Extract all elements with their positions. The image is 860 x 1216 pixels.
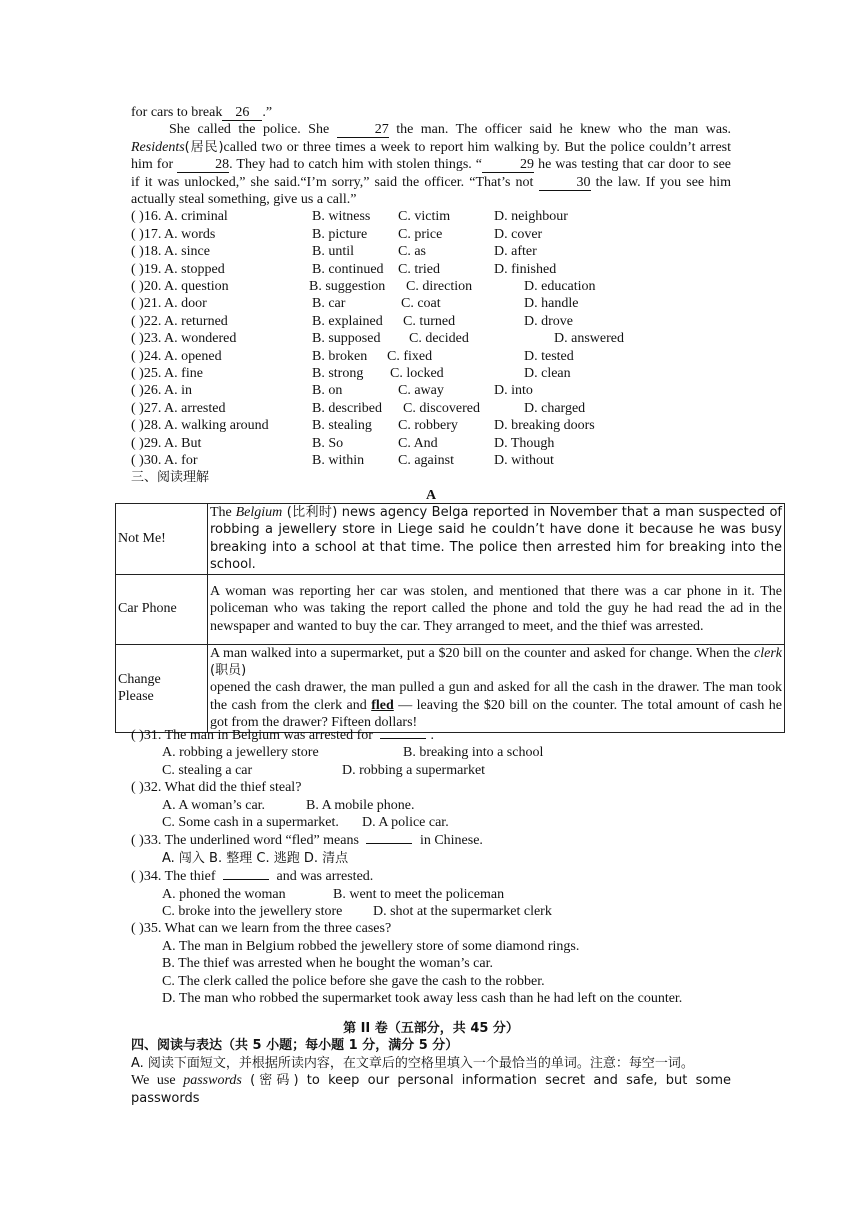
option-b: B. strong — [312, 365, 364, 381]
option-num: ( )21. A. door — [131, 296, 207, 312]
table-row — [116, 504, 785, 575]
option-b: B. broken — [312, 348, 368, 364]
answer-blank — [223, 867, 269, 880]
blank-29: 29 — [482, 158, 534, 173]
option-d: D. after — [494, 244, 537, 260]
table-row — [116, 574, 785, 644]
option-b: B. explained — [312, 313, 383, 329]
option-c: C. price — [398, 226, 443, 242]
case-label: Not Me! — [116, 504, 208, 575]
option-b: B. continued — [312, 261, 384, 277]
section-3-heading: 三、阅读理解 — [131, 470, 210, 486]
option-b: B. witness — [312, 209, 371, 225]
option-num: ( )22. A. returned — [131, 313, 228, 329]
option-c: C. robbery — [398, 418, 458, 434]
option-num: ( )20. A. question — [131, 279, 229, 294]
case-text: A man walked into a supermarket, put a $20 bill on the counter and asked for change. When the clerk (职员) opened the cash drawer, the man pulled a gun and asked for all the cash in the drawer. The man took the cash from the clerk and fled — leaving the $20 bill on the counter. The total amount of cash he got from the drawer? Fifteen dollars! — [208, 644, 785, 732]
part-2-title: 第 II 卷（五部分，共 45 分） — [343, 1021, 519, 1036]
passage-letter: A — [425, 487, 437, 503]
option-d: D. into — [494, 383, 533, 399]
section-4-instruction: A. 阅读下面短文，并根据所读内容，在文章后的空格里填入一个最恰当的单词。注意：每空一词。 — [131, 1055, 694, 1071]
option-d: D. tested — [524, 348, 574, 364]
option-d: D. without — [494, 452, 554, 468]
option-d: D. Though — [494, 435, 555, 451]
option-d: D. education — [524, 279, 596, 294]
option-row — [131, 400, 731, 417]
option-row — [131, 313, 731, 330]
option-c: C. discovered — [403, 400, 480, 416]
option-num: ( )25. A. fine — [131, 365, 203, 381]
option-c: C. direction — [406, 279, 473, 294]
option-num: ( )27. A. arrested — [131, 400, 226, 416]
option-num: ( )24. A. opened — [131, 348, 222, 364]
option-row — [131, 365, 731, 382]
answer-blank — [366, 831, 412, 844]
option-b: B. suggestion — [309, 279, 386, 294]
option-d: D. cover — [494, 226, 543, 242]
answer-blank — [380, 726, 426, 739]
option-b: B. within — [312, 452, 365, 468]
option-c: C. as — [398, 244, 426, 260]
option-b: B. stealing — [312, 418, 372, 434]
reading-questions: ( )31. The man in Belgium was arrested for . A. robbing a jewellery store B. breaking into a school C. stealing a car D. robbing a supermarket ( )32. What did the thief steal? A. A woman’s car. B. A mobile phone. C. Some cash in a supermarket. D. A police car. ( )33. The underlined word “fled” means in Chinese. A. 闯入 B. 整理 C. 逃跑 D. 清点 ( )34. The thief and was arrested. A. phoned the woman B. went to meet the policeman C. broke into the jewellery store D. shot at the supermarket clerk ( )35. What can we learn from the three cases? A. The man in Belgium robbed the jewellery store of some diamond rings. B. The thief was arrested when he bought the woman’s car. C. The clerk called the police before she gave the cash to the robber. D. The man who robbed the supermarket took away less cash than he had left on the counter. — [131, 726, 751, 1007]
option-row — [131, 278, 731, 295]
blank-26: 26 — [222, 106, 262, 121]
option-d: D. drove — [524, 313, 573, 329]
option-c: C. locked — [390, 365, 444, 381]
option-c: C. coat — [401, 296, 441, 312]
option-d: D. charged — [524, 400, 586, 416]
option-b: B. described — [312, 400, 382, 416]
question-34: ( )34. The thief and was arrested. — [131, 869, 374, 885]
option-row — [131, 295, 731, 312]
option-c: C. against — [398, 452, 454, 468]
option-num: ( )29. A. But — [131, 435, 202, 451]
section-4-heading: 四、阅读与表达（共 5 小题；每小题 1 分，满分 5 分） — [131, 1038, 459, 1054]
passage-first-line: We use passwords (密码) to keep our personal information secret and safe, but some passwords — [131, 1073, 732, 1106]
fled-word: fled — [371, 697, 394, 713]
blank-30: 30 — [539, 176, 591, 191]
option-num: ( )26. A. in — [131, 383, 193, 399]
option-row — [131, 243, 731, 260]
cases-table — [115, 503, 785, 733]
question-32: ( )32. What did the thief steal? — [131, 780, 302, 796]
case-label: Car Phone — [116, 574, 208, 644]
option-c: C. fixed — [387, 348, 433, 364]
option-c: C. decided — [409, 331, 469, 347]
question-33-options: A. 闯入 B. 整理 C. 逃跑 D. 清点 — [162, 850, 349, 866]
option-num: ( )19. A. stopped — [131, 261, 225, 277]
question-35: ( )35. What can we learn from the three cases? — [131, 921, 392, 937]
cloze-paragraph-2: She called the police. She 27 the man. The officer said he knew who the man was. Residents(居民)called two or three times a week to report him walking by. But the police couldn’t arrest him for 28. They had to catch him with stolen things. “ 29 he was testing that car door to see if it was unlocked,” she said.“I’m sorry,” said the officer. “That’s not 30 the law. If you see him actually steal something, give us a call.” — [131, 122, 732, 208]
cloze-passage — [131, 104, 731, 504]
option-row — [131, 261, 731, 278]
table-row — [116, 644, 785, 732]
option-d: D. answered — [554, 331, 624, 347]
option-c: C. And — [398, 435, 438, 451]
option-row — [131, 452, 731, 469]
option-b: B. supposed — [312, 331, 381, 347]
option-b: B. car — [312, 296, 346, 312]
case-text: The Belgium (比利时) news agency Belga reported in November that a man suspected of robbing a jewellery store in Liege said he couldn’t have done it because he was busy breaking into a school at that time. The police then arrested him for breaking into the school. — [208, 504, 785, 575]
option-b: B. on — [312, 383, 343, 399]
option-d: D. neighbour — [494, 209, 568, 225]
option-c: C. victim — [398, 209, 451, 225]
option-num: ( )17. A. words — [131, 226, 216, 242]
case-text: A woman was reporting her car was stolen, and mentioned that there was a car phone in it. The policeman who was taking the report called the phone and told the guy he had read the ad in the newspaper and wanted to buy the car. They arranged to meet, and the thief was arrested. — [208, 574, 785, 644]
option-row — [131, 348, 731, 365]
part-2 — [131, 1020, 731, 1107]
option-c: C. tried — [398, 261, 440, 277]
option-row — [131, 417, 731, 434]
option-row — [131, 330, 731, 347]
option-num: ( )23. A. wondered — [131, 331, 237, 347]
option-row — [131, 382, 731, 399]
option-row — [131, 435, 731, 452]
blank-27: 27 — [337, 123, 389, 138]
option-row — [131, 208, 731, 225]
option-num: ( )18. A. since — [131, 244, 210, 260]
question-33: ( )33. The underlined word “fled” means in Chinese. — [131, 833, 483, 849]
option-num: ( )28. A. walking around — [131, 418, 269, 434]
option-b: B. So — [312, 435, 344, 451]
option-d: D. finished — [494, 261, 557, 277]
option-d: D. clean — [524, 365, 571, 381]
cloze-options — [131, 208, 731, 469]
case-label: Change Please — [116, 644, 208, 732]
option-d: D. handle — [524, 296, 579, 312]
cloze-line-1: for cars to break 26 .” — [131, 105, 273, 120]
option-c: C. turned — [403, 313, 456, 329]
question-31: ( )31. The man in Belgium was arrested for . — [131, 728, 434, 743]
option-d: D. breaking doors — [494, 418, 595, 434]
blank-28: 28 — [177, 158, 229, 173]
option-row — [131, 226, 731, 243]
option-b: B. until — [312, 244, 355, 260]
option-c: C. away — [398, 383, 444, 399]
option-num: ( )16. A. criminal — [131, 209, 228, 225]
option-num: ( )30. A. for — [131, 452, 198, 468]
option-b: B. picture — [312, 226, 368, 242]
